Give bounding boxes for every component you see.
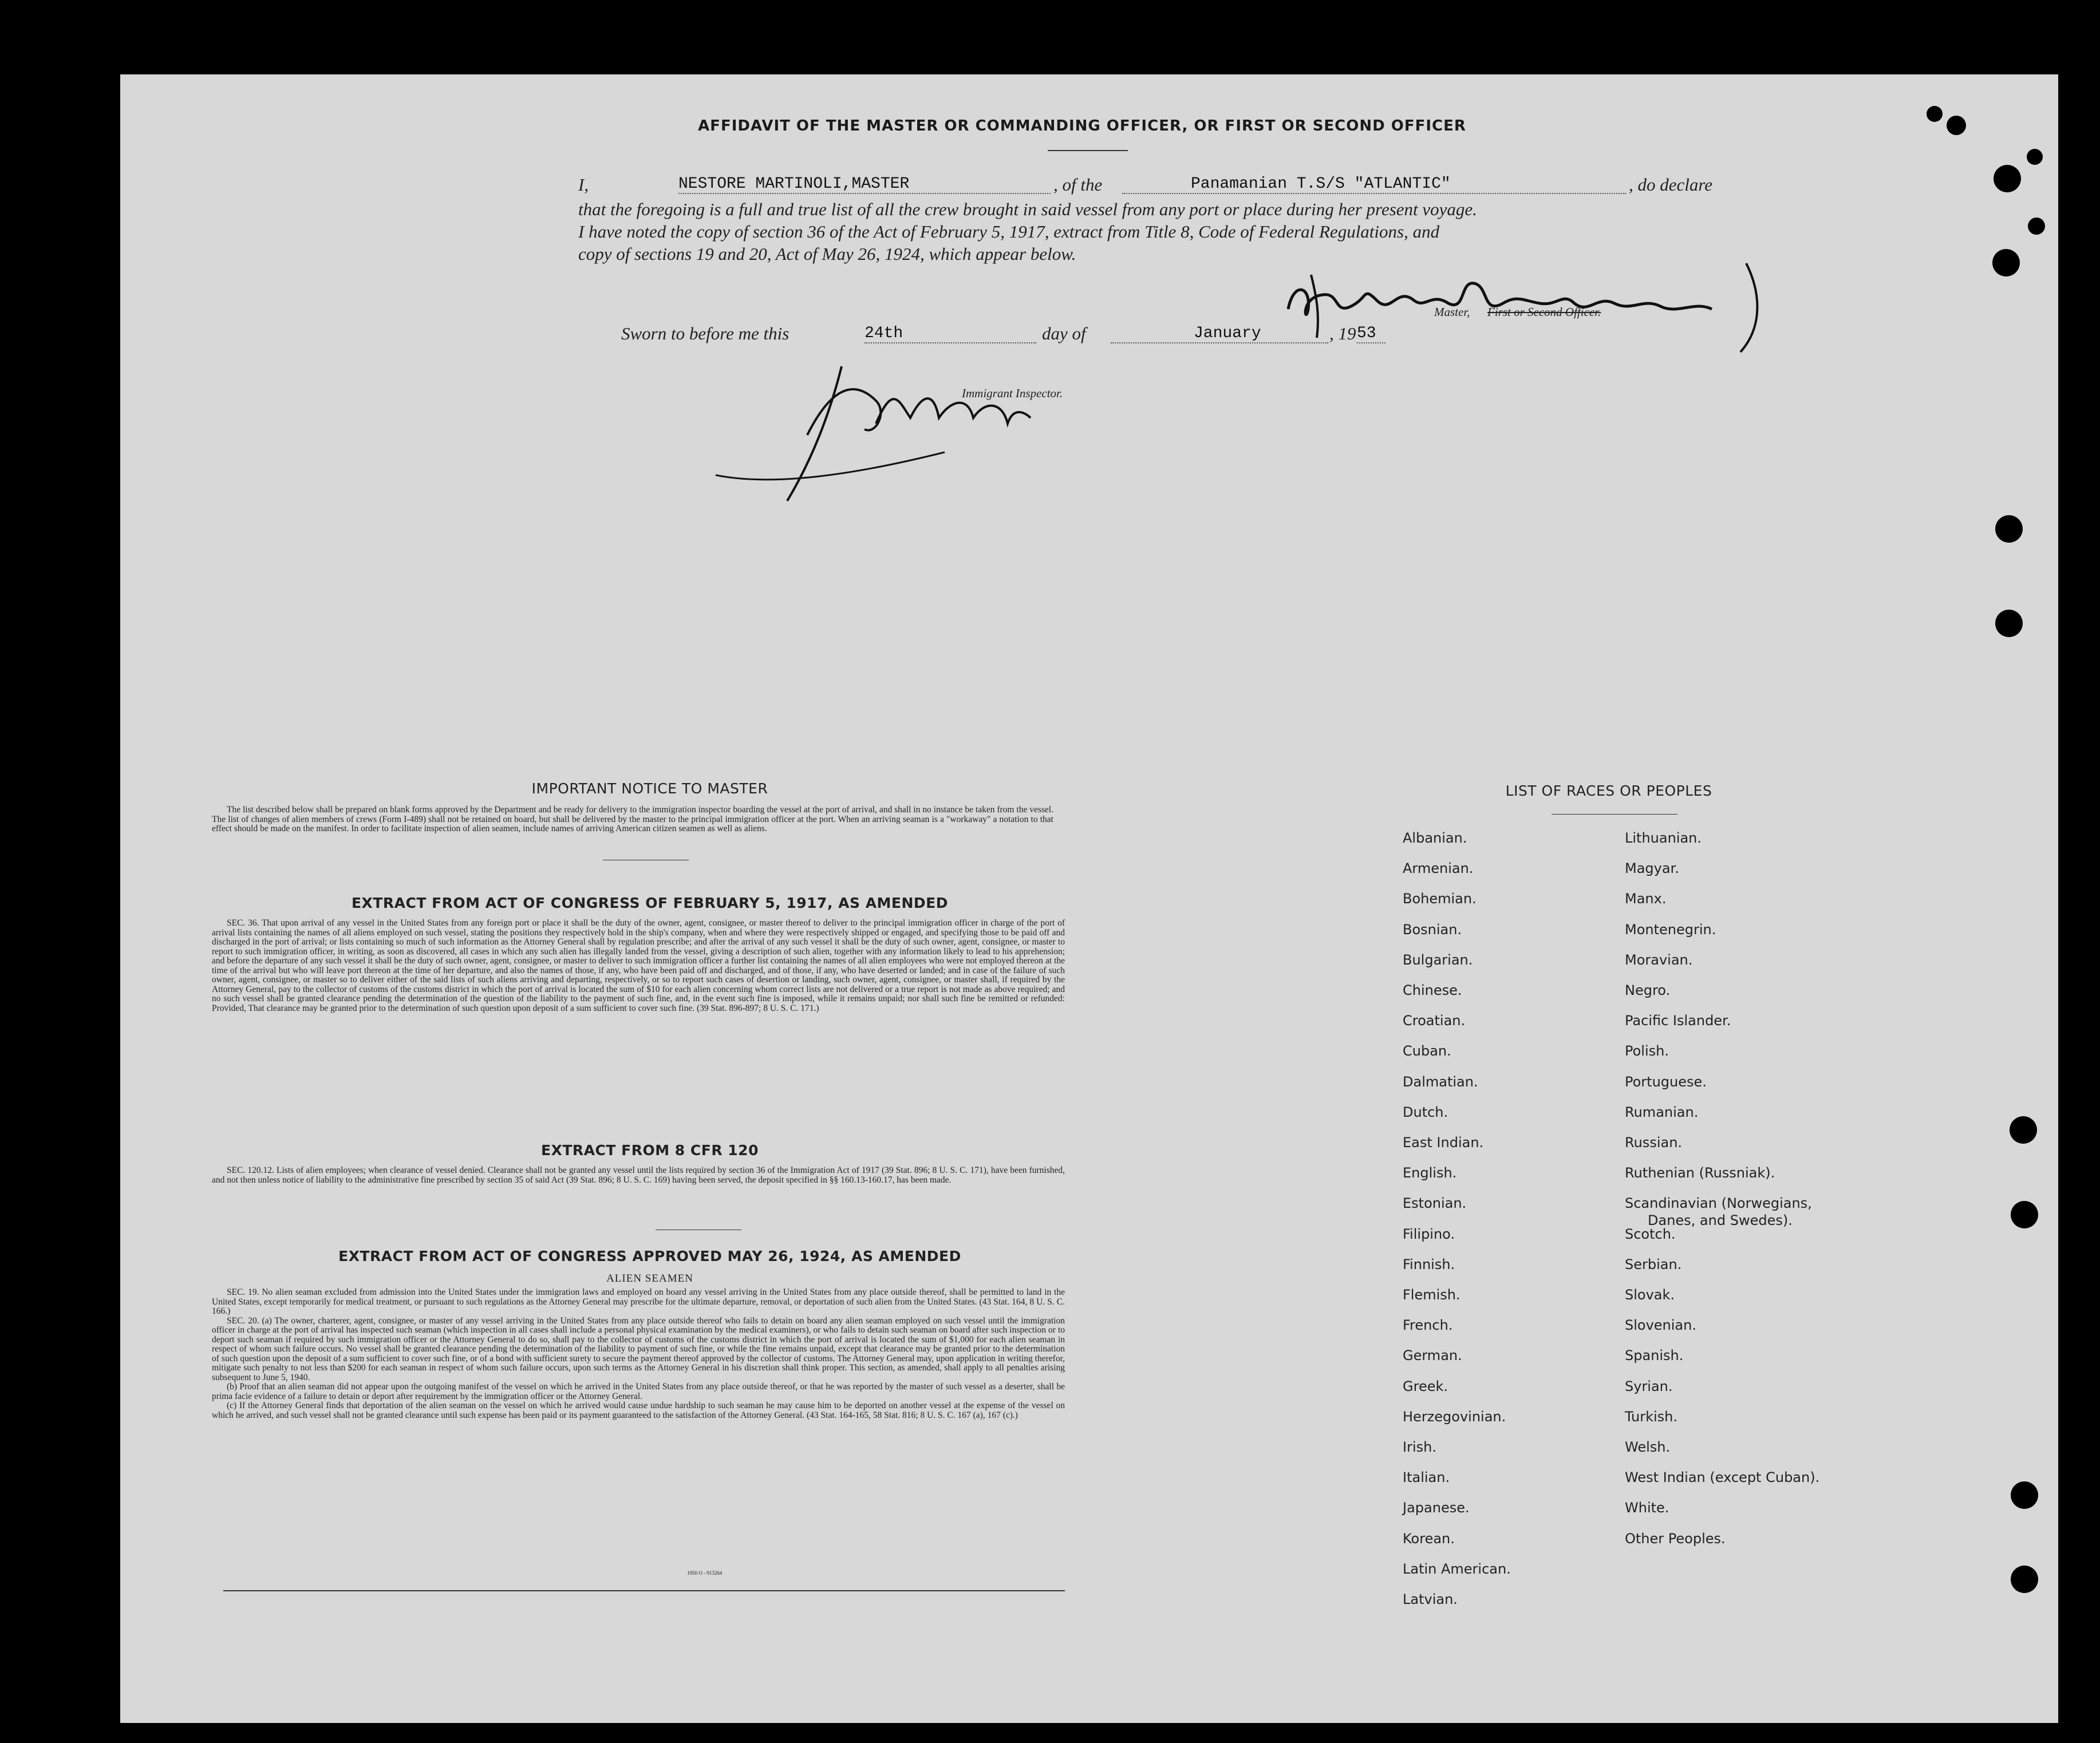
binder-hole [2011, 1566, 2038, 1593]
extract-1924-body [212, 1288, 1065, 1420]
binder-hole [1995, 515, 2023, 543]
inspector-caption: Immigrant Inspector. [962, 386, 1063, 400]
notice-body [212, 805, 1053, 834]
inspector-signature [704, 332, 1082, 509]
bottom-rule [223, 1590, 1065, 1591]
race-item: Finnish. [1403, 1256, 1455, 1272]
race-item: Manx. [1625, 891, 1667, 907]
race-item: German. [1403, 1347, 1462, 1363]
vessel-field: Panamanian T.S/S "ATLANTIC" [1122, 175, 1626, 194]
race-item: Herzegovinian. [1403, 1409, 1506, 1425]
sec-20b-text: (b) Proof that an alien seaman did not appear upon the outgoing manifest of the vessel on which he arrived in the United States from any place outside thereof, or that he was reported by the master of such vessel as a deserter, shall be prima facie evidence of a failure to detain or deport after requirement by the immigration officer or the Attorney General. [212, 1382, 1065, 1401]
extract-1917-heading: EXTRACT FROM ACT OF CONGRESS OF FEBRUARY 5, 1917, AS AMENDED [351, 895, 949, 911]
race-item: White. [1625, 1500, 1669, 1516]
race-item: Lithuanian. [1625, 830, 1702, 846]
binder-hole [1995, 610, 2023, 637]
race-item: Irish. [1403, 1439, 1436, 1455]
alien-seamen-subheading: ALIEN SEAMEN [606, 1272, 693, 1284]
race-item: Korean. [1403, 1531, 1455, 1547]
races-heading: LIST OF RACES OR PEOPLES [1505, 782, 1712, 799]
race-item: Other Peoples. [1625, 1531, 1726, 1547]
sec-20a-text: SEC. 20. (a) The owner, charterer, agent, consignee, or master of any vessel arriving in the United States from any place outside thereof who fails to detain on board any alien seaman employed on such vessel until the immigration officer in charge at the port of arrival has inspected such seaman (which inspection in all cases shall include a personal physical examination by the medical examiners), or who fails to detain such seaman on board after such inspection or to deport such seaman if required by such immigration officer or the Attorney General to do so, shall pay to the collector of customs of the customs district in which the port of arrival is located the sum of $1,000 for each alien seaman in respect of whom such failure occurs. No vessel shall be granted clearance pending the determination of the liability to payment of such fine, or while the fine remains unpaid, except that clearance may be granted prior to the determination of such question upon the deposit of a sum sufficient to cover such fine, or of a bond with sufficient surety to secure the payment thereof approved by the collector of customs. The Attorney General may, upon application in writing therefor, mitigate such penalty to not less than $200 for each seaman in respect of whom such failure occurs, upon such terms as the Attorney General in his discretion shall think proper. This section, as amended, shall apply to all penalties arising subsequent to June 5, 1940. [212, 1315, 1065, 1382]
race-item: Welsh. [1625, 1439, 1671, 1455]
do-declare-label: , do declare [1629, 175, 1713, 195]
sworn-month-field: January [1111, 325, 1328, 343]
race-item: Slovenian. [1625, 1317, 1696, 1333]
race-item: Scandinavian (Norwegians, [1625, 1195, 1812, 1211]
binder-hole [1927, 106, 1943, 122]
binder-hole [2011, 1481, 2038, 1509]
master-name-field: NESTORE MARTINOLI,MASTER [678, 175, 1051, 194]
race-item: East Indian. [1403, 1135, 1484, 1151]
race-item: Croatian. [1403, 1013, 1466, 1029]
declaration-line-3: I have noted the copy of section 36 of the Act of February 5, 1917, extract from Title 8, Code of Federal Regulations, and [578, 222, 1440, 242]
race-item: Rumanian. [1625, 1104, 1699, 1120]
binder-hole [1992, 249, 2020, 276]
race-item: Syrian. [1625, 1378, 1673, 1394]
race-item: Bohemian. [1403, 891, 1477, 907]
race-item: Latin American. [1403, 1561, 1511, 1577]
race-item: Pacific Islander. [1625, 1013, 1731, 1029]
extract-cfr-body [212, 1166, 1065, 1185]
race-item: Bulgarian. [1403, 952, 1473, 968]
race-item: Russian. [1625, 1135, 1683, 1151]
extract-1924-heading: EXTRACT FROM ACT OF CONGRESS APPROVED MAY 26, 1924, AS AMENDED [338, 1248, 961, 1264]
race-item: Spanish. [1625, 1347, 1684, 1363]
day-of-label: day of [1042, 323, 1086, 343]
extract-1917-body [212, 919, 1065, 1013]
sec-20c-text: (c) If the Attorney General finds that deportation of the alien seaman on the vessel on which he arrived would cause undue hardship to such seaman he may cause him to be deported on another vessel at the expense of the vessel on which he arrived, and such vessel shall not be granted clearance until such expense has been paid or its payment guaranteed to the satisfaction of the Attorney General. (43 Stat. 164-165, 58 Stat. 816; 8 U. S. C. 167 (a), 167 (c).) [212, 1401, 1065, 1420]
race-item: Armenian. [1403, 860, 1474, 876]
master-signature [1277, 246, 1861, 361]
year-prefix: , 19 [1329, 323, 1356, 343]
title-rule [1048, 150, 1128, 151]
race-item: Albanian. [1403, 830, 1467, 846]
race-item: Estonian. [1403, 1195, 1467, 1211]
race-item: Cuban. [1403, 1043, 1451, 1059]
binder-hole [2027, 149, 2043, 165]
sworn-day-field: 24th [865, 325, 1036, 343]
binder-hole [1947, 116, 1966, 135]
race-item: Dalmatian. [1403, 1074, 1478, 1090]
extract-cfr-text: SEC. 120.12. Lists of alien employees; when clearance of vessel denied. Clearance shall not be granted any vessel until the lists required by section 36 of the Immigration Act of 1917 (39 Stat. 896; 8 U. S. C. 171), have been furnished, and not then unless notice of liability to the administrative fine prescribed by section 35 of said Act (39 Stat. 896; 8 U. S. C. 169) having been served, the deposit specified in §§ 160.13-160.17, has been made. [212, 1165, 1065, 1185]
sec-19-text: SEC. 19. No alien seaman excluded from admission into the United States under the immigration laws and employed on board any vessel arriving in the United States from any place outside thereof, shall be permitted to land in the United States, except temporarily for medical treatment, or pursuant to such regulations as the Attorney General may prescribe for the ultimate departure, removal, or deportation of such alien from the United States. (43 Stat. 164, 8 U. S. C. 166.) [212, 1287, 1065, 1316]
race-item: Scotch. [1625, 1226, 1676, 1242]
race-item: Dutch. [1403, 1104, 1448, 1120]
race-item: Filipino. [1403, 1226, 1455, 1242]
race-item: Danes, and Swedes). [1648, 1212, 1793, 1228]
race-item: Portuguese. [1625, 1074, 1707, 1090]
race-item: West Indian (except Cuban). [1625, 1469, 1820, 1485]
race-item: Greek. [1403, 1378, 1448, 1394]
extract-1917-text: SEC. 36. That upon arrival of any vessel in the United States from any foreign port or place it shall be the duty of the owner, agent, consignee, or master thereof to deliver to the principal immigration officer in charge of the port of arrival lists containing the names of all aliens employed on such vessel, stating the positions they respectively hold in the ship's company, when and where they were respectively shipped or engaged, and specifying those to be paid off and discharged in the port of arrival; or lists containing so much of such information as the Attorney General shall by regulation prescribe; and after the arrival of any such vessel it shall be the duty of such owner, agent, consignee, or master to report to such immigration officer, in writing, as soon as discovered, all cases in which any such alien has illegally landed from the vessel, giving a description of such alien, together with any information likely to lead to his apprehension; and before the departure of any such vessel it shall be the duty of such owner, agent, consignee, or master to deliver to such immigration officer a further list containing the names of all alien employees who were not employed thereon at the time of the arrival but who will leave port thereon at the time of her departure, and also the names of those, if any, who have been paid off and discharged, and of those, if any, who have deserted or landed; and in case of the failure of such owner, agent, consignee, or master so to deliver either of the said lists of such aliens arriving and departing, respectively, or so to report such cases of desertion or landing, such owner, agent, consignee, or master shall, if required by the Attorney General, pay to the collector of customs of the customs district in which the port of arrival is located the sum of $10 for each alien concerning whom correct lists are not delivered or a true report is not made as above required; and no such vessel shall be granted clearance pending the determination of the question of the liability to the payment of such fine, and, in the event such fine is imposed, while it remains unpaid; nor shall such fine be remitted or refunded: Provided, That clearance may be granted prior to the determination of such question upon deposit of a sum sufficient to cover such fine. (39 Stat. 896-897; 8 U. S. C. 171.) [212, 918, 1065, 1013]
sworn-label: Sworn to before me this [621, 323, 790, 343]
binder-hole [2010, 1116, 2037, 1144]
affidavit-title: AFFIDAVIT OF THE MASTER OR COMMANDING OFFICER, OR FIRST OR SECOND OFFICER [698, 117, 1466, 135]
document-sheet [120, 74, 2058, 1723]
declaration-line-2: that the foregoing is a full and true list of all the crew brought in said vessel from any port or place during her present voyage. [578, 199, 1477, 219]
binder-hole [2011, 1201, 2038, 1228]
race-item: Italian. [1403, 1469, 1450, 1485]
extract-cfr-heading: EXTRACT FROM 8 CFR 120 [541, 1142, 759, 1159]
race-item: Slovak. [1625, 1287, 1675, 1303]
race-item: Negro. [1625, 982, 1671, 998]
race-item: Serbian. [1625, 1256, 1682, 1272]
race-item: Turkish. [1625, 1409, 1678, 1425]
race-item: Bosnian. [1403, 922, 1462, 938]
printer-mark: 1950 O - 913264 [687, 1570, 723, 1576]
declaration-line-4: copy of sections 19 and 20, Act of May 26, 1924, which appear below. [578, 244, 1076, 264]
race-item: Ruthenian (Russniak). [1625, 1165, 1775, 1181]
race-item: Chinese. [1403, 982, 1462, 998]
sworn-year-field: 53 [1357, 325, 1385, 343]
race-item: English. [1403, 1165, 1457, 1181]
first-second-officer-struck: First or Second Officer. [1487, 305, 1601, 319]
race-item: Moravian. [1625, 952, 1693, 968]
notice-heading: IMPORTANT NOTICE TO MASTER [531, 780, 768, 797]
race-item: Flemish. [1403, 1287, 1460, 1303]
race-item: Polish. [1625, 1043, 1669, 1059]
race-item: Japanese. [1403, 1500, 1470, 1516]
race-item: Latvian. [1403, 1591, 1458, 1607]
of-the-label: , of the [1053, 175, 1103, 195]
race-item: Magyar. [1625, 860, 1679, 876]
notice-text: The list described below shall be prepared on blank forms approved by the Department and be ready for delivery to the immigration inspector boarding the vessel at the port of arrival, and shall in no instance be taken from the vessel. The list of changes of alien members of crews (Form I-489) shall not be retained on board, but shall be delivered by the master to the principal immigration officer at the port. When an arriving seaman is a "workaway" a notation to that effect should be made on the manifest. In order to facilitate inspection of alien seamen, include names of arriving American citizen seamen as well as aliens. [212, 805, 1053, 833]
declaration-prefix: I, [578, 175, 589, 195]
race-item: Montenegrin. [1625, 922, 1716, 938]
binder-hole [2028, 218, 2045, 235]
master-caption: Master, [1434, 305, 1470, 319]
race-item: French. [1403, 1317, 1453, 1333]
binder-hole [1994, 165, 2021, 192]
races-rule [1552, 814, 1677, 815]
